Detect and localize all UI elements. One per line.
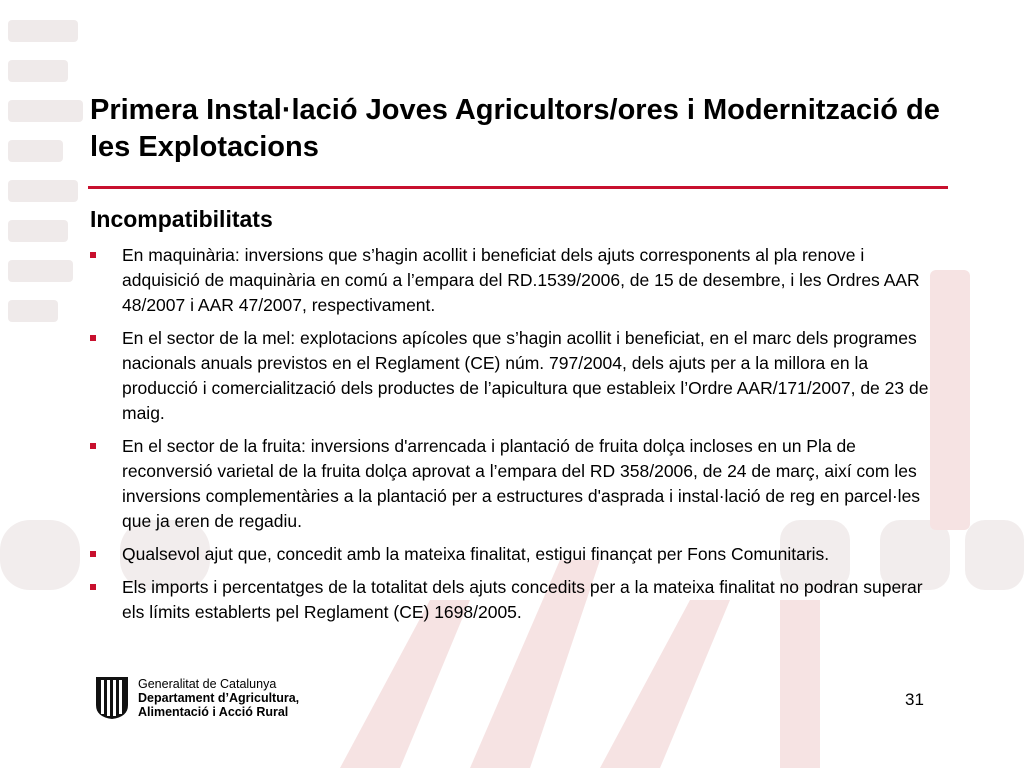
slide-title: Primera Instal·lació Joves Agricultors/ores i Modernització de les Explotacions bbox=[90, 94, 940, 163]
bullet-item bbox=[90, 434, 940, 534]
bullet-item bbox=[90, 326, 940, 426]
square-bullet-icon bbox=[90, 551, 96, 557]
logo-text bbox=[138, 677, 299, 719]
bullet-text: En el sector de la mel: explotacions apícoles que s’hagin acollit i beneficiat, en el marc dels programes nacionals anuals previstos en el Reglament (CE) núm. 797/2004, dels ajuts per a la millora en la producció i comercialització dels productes de l’apicultura que estableix l’Ordre AAR/171/2007, de 23 de maig. bbox=[122, 328, 929, 423]
bullet-item bbox=[90, 243, 940, 318]
square-bullet-icon bbox=[90, 443, 96, 449]
bullet-item bbox=[90, 542, 940, 567]
logo-line-generalitat: Generalitat de Catalunya bbox=[138, 677, 277, 691]
bullet-list bbox=[90, 243, 940, 633]
logo-line-department: Departament d’Agricultura, bbox=[138, 691, 300, 705]
square-bullet-icon bbox=[90, 584, 96, 590]
bullet-text: Els imports i percentatges de la totalitat dels ajuts concedits per a la mateixa finalitat no podran superar els límits establerts pel Reglament (CE) 1698/2005. bbox=[122, 577, 923, 622]
bullet-text: En maquinària: inversions que s’hagin acollit i beneficiat dels ajuts corresponents al pla renove i adquisició de maquinària en comú a l’empara del RD.1539/2006, de 15 de desembre, i les Ordres AAR 48/2007 i AAR 47/2007, respectivament. bbox=[122, 245, 920, 315]
generalitat-logo bbox=[94, 676, 299, 720]
square-bullet-icon bbox=[90, 252, 96, 258]
title-divider bbox=[88, 186, 948, 189]
page-number: 31 bbox=[905, 690, 924, 709]
logo-line-department-2: Alimentació i Acció Rural bbox=[138, 705, 289, 719]
generalitat-emblem-icon bbox=[94, 677, 130, 719]
bullet-item bbox=[90, 575, 940, 625]
square-bullet-icon bbox=[90, 335, 96, 341]
section-heading: Incompatibilitats bbox=[90, 206, 273, 232]
bullet-text: Qualsevol ajut que, concedit amb la mateixa finalitat, estigui finançat per Fons Comunitaris. bbox=[122, 544, 830, 564]
bullet-text: En el sector de la fruita: inversions d'arrencada i plantació de fruita dolça incloses en un Pla de reconversió varietal de la fruita dolça aprovat a l’empara del RD 358/2006, de 24 de març, així com les inversions complementàries a la plantació per a estructures d'asprada i instal·lació de reg en parcel·les que ja eren de regadiu. bbox=[122, 436, 921, 531]
